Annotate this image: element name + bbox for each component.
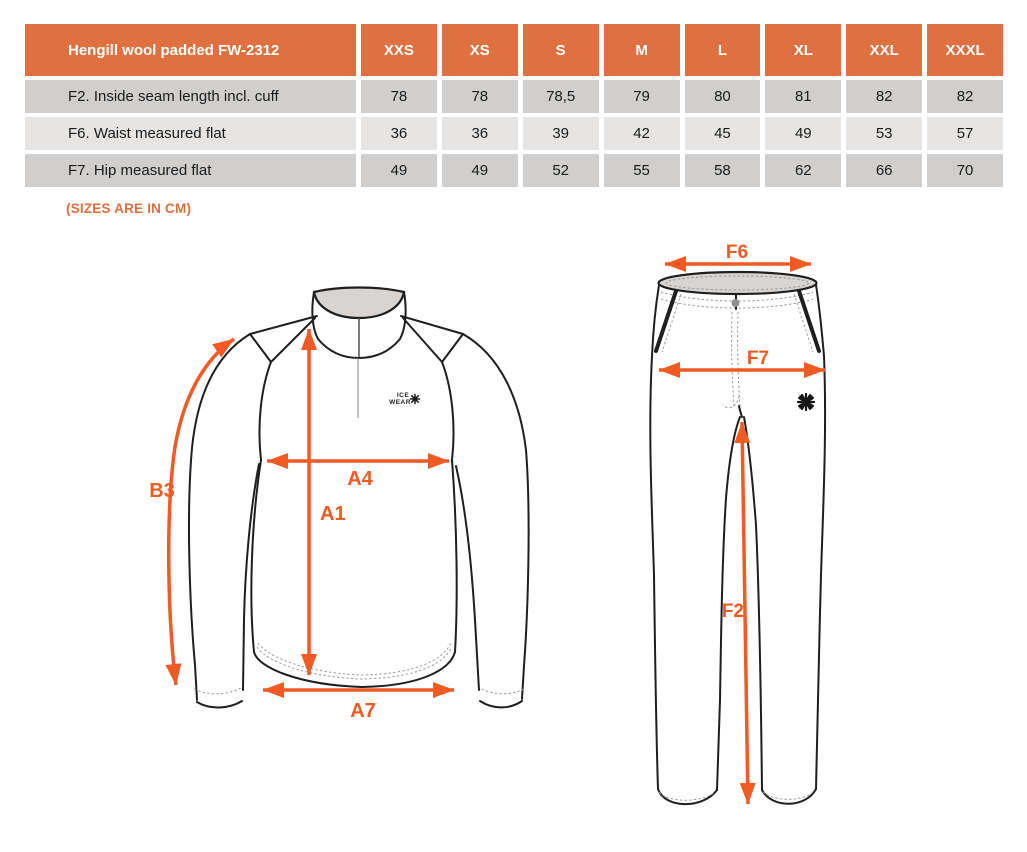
value-cell: 80 — [685, 80, 761, 113]
sweater-right-cuff-stitching — [480, 688, 524, 694]
size-col-header-xl: XL — [765, 24, 841, 76]
value-cell: 82 — [927, 80, 1003, 113]
measure-label-a4: A4 — [347, 468, 373, 490]
measure-label-f2: F2 — [721, 601, 744, 622]
size-col-header-m: M — [604, 24, 680, 76]
measure-label-b3: B3 — [149, 480, 175, 502]
sweater-hem-stitching — [258, 643, 451, 675]
garment-diagrams — [0, 240, 1027, 852]
sweater-left-cuff-stitching — [194, 688, 241, 694]
value-cell: 45 — [685, 117, 761, 150]
sweater-left-sleeve-outer — [189, 334, 250, 700]
value-cell: 62 — [765, 154, 841, 187]
value-cell: 70 — [927, 154, 1003, 187]
pants-right-hem — [762, 789, 816, 804]
pants-crotch-seam — [739, 406, 742, 417]
sweater-drawing — [149, 288, 528, 723]
sizes-in-cm-note: (SIZES ARE IN CM) — [66, 201, 192, 216]
sweater-right-cuff — [480, 701, 522, 707]
value-cell: 82 — [846, 80, 922, 113]
value-cell: 81 — [765, 80, 841, 113]
value-cell: 55 — [604, 154, 680, 187]
size-col-header-l: L — [685, 24, 761, 76]
measure-label-f7: F7 — [746, 348, 770, 369]
value-cell: 49 — [442, 154, 518, 187]
sweater-collar-inner — [314, 288, 404, 319]
pants-fly-hook-stitching — [723, 396, 739, 408]
sweater-body-left-edge — [251, 460, 261, 652]
pants-right-leg-outer — [816, 356, 825, 789]
value-cell: 42 — [604, 117, 680, 150]
icewear-logo-snowflake-icon — [411, 395, 420, 404]
value-cell: 39 — [523, 117, 599, 150]
size-col-header-xs: XS — [442, 24, 518, 76]
pants-left-leg-outer — [650, 356, 658, 789]
sweater-hem — [254, 652, 455, 687]
value-cell: 36 — [442, 117, 518, 150]
pants-waist-opening — [659, 272, 817, 294]
value-cell: 49 — [361, 154, 437, 187]
measure-label-a7: A7 — [350, 700, 376, 722]
value-cell: 66 — [846, 154, 922, 187]
value-cell: 58 — [685, 154, 761, 187]
value-cell: 78,5 — [523, 80, 599, 113]
pants-fly-stitching — [738, 312, 740, 406]
size-col-header-xxxl: XXXL — [927, 24, 1003, 76]
value-cell: 57 — [927, 117, 1003, 150]
icewear-logo-text-wear: WEAR — [389, 399, 411, 406]
value-cell: 78 — [361, 80, 437, 113]
sweater-right-sleeve-outer — [463, 334, 529, 699]
size-col-header-s: S — [523, 24, 599, 76]
pants-snowflake-logo-icon — [798, 394, 814, 410]
pants-waist-button — [732, 299, 740, 307]
value-cell: 78 — [442, 80, 518, 113]
size-col-header-xxs: XXS — [361, 24, 437, 76]
sweater-left-cuff — [197, 701, 242, 708]
sweater-right-raglan — [442, 362, 454, 460]
value-cell: 49 — [765, 117, 841, 150]
value-cell: 53 — [846, 117, 922, 150]
sweater-body-right-edge — [452, 460, 457, 652]
value-cell: 36 — [361, 117, 437, 150]
value-cell: 79 — [604, 80, 680, 113]
row-label-f7: F7. Hip measured flat — [25, 154, 356, 187]
row-label-f6: F6. Waist measured flat — [25, 117, 356, 150]
measure-label-f6: F6 — [725, 242, 749, 263]
measure-label-a1: A1 — [320, 503, 346, 525]
pants-drawing — [650, 242, 825, 804]
icewear-logo-text-ice: ICE — [396, 392, 410, 399]
pants-fly-stitching — [732, 312, 734, 406]
sweater-left-raglan — [259, 362, 271, 460]
size-col-header-xxl: XXL — [846, 24, 922, 76]
row-label-f2: F2. Inside seam length incl. cuff — [25, 80, 356, 113]
sweater-right-sleeve-inner — [456, 466, 479, 690]
product-header-cell: Hengill wool padded FW-2312 — [25, 24, 356, 76]
value-cell: 52 — [523, 154, 599, 187]
measure-arrow-b3 — [169, 339, 234, 685]
size-table — [25, 24, 1003, 187]
